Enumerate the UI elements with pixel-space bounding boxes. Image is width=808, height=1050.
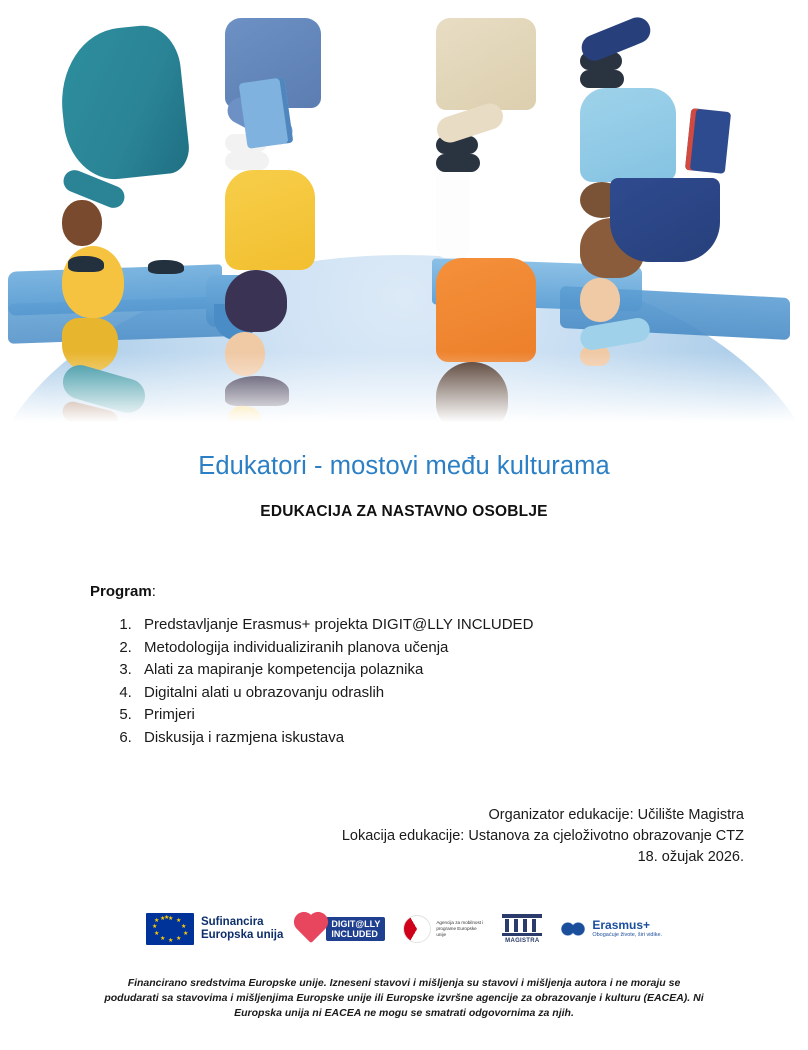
figure-woman-blue-top bbox=[580, 26, 780, 286]
navy-skirt bbox=[610, 178, 720, 262]
erasmus-title: Erasmus+ bbox=[592, 918, 651, 932]
teal-dress bbox=[54, 22, 191, 184]
yellow-sweater bbox=[225, 170, 315, 270]
digitally-included-logo bbox=[301, 909, 385, 949]
organizer-line: Organizator edukacije: Učilište Magistra bbox=[488, 807, 744, 823]
figure-woman-yellow-top bbox=[225, 18, 425, 283]
list-item: 3. Alati za mapiranje kompetencija polaznika bbox=[136, 659, 750, 682]
digitally-badge bbox=[326, 917, 385, 941]
temple-icon bbox=[502, 914, 542, 936]
program-list bbox=[58, 614, 750, 749]
sneaker-right bbox=[225, 152, 269, 170]
hair-back bbox=[225, 270, 287, 332]
logo-strip bbox=[58, 908, 750, 950]
erasmus-logo-text bbox=[592, 919, 662, 939]
list-item: 6. Diskusija i razmjena iskustava bbox=[136, 727, 750, 750]
held-books bbox=[685, 108, 731, 174]
funding-disclaimer: Financirano sredstvima Europske unije. Izneseni stavovi i mišljenja su stavovi i mišljenja autora i ne moraju se podudarati sa stavovima i mišljenjima Europske unije ili Europske izvršne agencije za obrazovanje i kulturu (EACEA). Ni Europska unija ni EACEA ne mogu se smatrati odgovornima za njih. bbox=[104, 977, 704, 1019]
event-details bbox=[58, 805, 750, 868]
list-item: 4. Digitalni alati u obrazovanju odraslih bbox=[136, 682, 750, 705]
list-item: 5. Primjeri bbox=[136, 704, 750, 727]
program-heading-colon: : bbox=[151, 583, 156, 600]
agency-line2: programe Europske unije bbox=[436, 926, 477, 937]
agency-logo bbox=[403, 909, 484, 949]
location-line: Lokacija edukacije: Ustanova za cjeloživotno obrazovanje CTZ bbox=[341, 828, 744, 844]
hero-illustration bbox=[0, 0, 808, 430]
heart-icon bbox=[297, 915, 325, 943]
globe-fade-overlay bbox=[0, 352, 808, 430]
agency-swoosh-icon bbox=[403, 915, 431, 943]
list-item: 1. Predstavljanje Erasmus+ projekta DIGIT@LLY INCLUDED bbox=[136, 614, 750, 637]
face bbox=[62, 200, 102, 246]
agency-logo-text bbox=[436, 920, 484, 938]
eu-logo-text bbox=[201, 916, 283, 942]
eu-cofunded-logo bbox=[146, 909, 283, 949]
magistra-label: MAGISTRA bbox=[505, 938, 540, 944]
eu-flag-icon: ★ ★ ★ ★ ★ ★ ★ ★ ★ ★ ★ ★ bbox=[146, 913, 194, 945]
poster-content bbox=[0, 452, 808, 1021]
white-shirt bbox=[436, 172, 470, 258]
magistra-logo bbox=[502, 909, 542, 949]
erasmus-swoosh-icon bbox=[560, 919, 586, 939]
eu-logo-line2: Europska unija bbox=[200, 929, 284, 941]
digitally-line2: INCLUDED bbox=[331, 929, 378, 939]
date-line: 18. ožujak 2026. bbox=[637, 849, 744, 865]
list-item: 2. Metodologija individualiziranih planova učenja bbox=[136, 637, 750, 660]
program-heading bbox=[90, 583, 750, 600]
face bbox=[580, 278, 620, 322]
shoe-right bbox=[148, 260, 184, 274]
orange-jacket bbox=[436, 258, 536, 362]
page-title: Edukatori - mostovi među kulturama bbox=[198, 452, 610, 480]
light-blue-sweater bbox=[580, 88, 676, 182]
erasmus-plus-logo bbox=[560, 909, 662, 949]
beige-trousers bbox=[436, 18, 536, 110]
eu-logo-line1: Sufinancira bbox=[200, 916, 264, 928]
agency-line1: Agencija za mobilnost i bbox=[436, 920, 484, 925]
program-heading-text: Program bbox=[90, 583, 152, 600]
shoe-right bbox=[436, 154, 480, 172]
page-subtitle: EDUKACIJA ZA NASTAVNO OSOBLJE bbox=[260, 503, 548, 520]
shoe-right bbox=[580, 70, 624, 88]
digitally-line1: DIGIT@LLY bbox=[331, 919, 381, 929]
erasmus-subtitle: Obogaćuje živote, širi vidike. bbox=[592, 932, 663, 938]
blue-laptop bbox=[239, 77, 294, 149]
shoe-left bbox=[68, 256, 104, 272]
